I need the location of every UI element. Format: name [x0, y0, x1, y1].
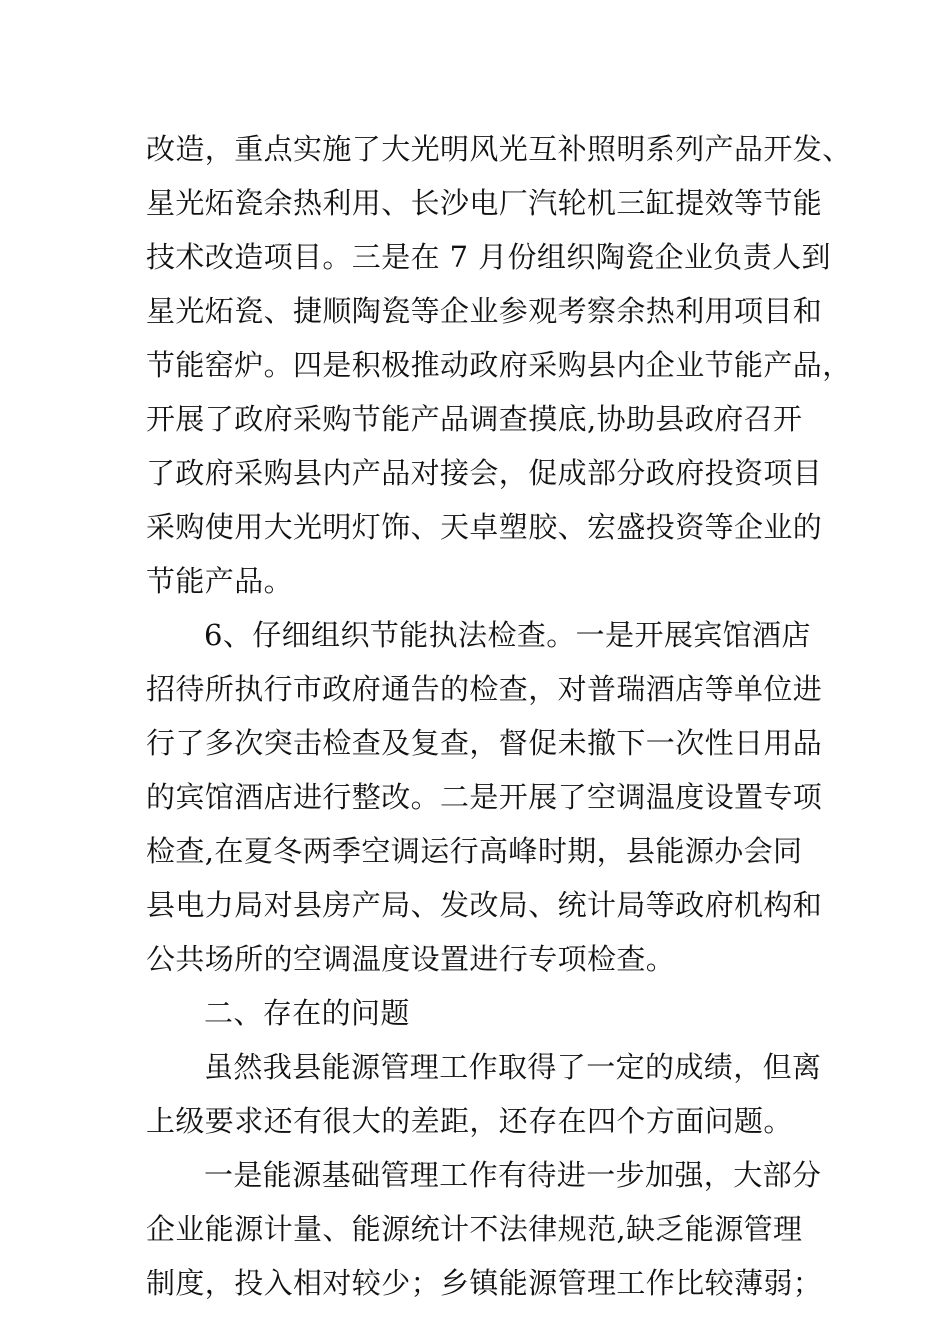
text-line: 节能窑炉。四是积极推动政府采购县内企业节能产品， — [146, 348, 852, 382]
text-line: 公共场所的空调温度设置进行专项检查。 — [146, 942, 676, 976]
text-line: 县电力局对县房产局、发改局、统计局等政府机构和 — [146, 888, 823, 922]
text-line: 招待所执行市政府通告的检查，对普瑞酒店等单位进 — [146, 672, 823, 706]
paragraph-start-line: 虽然我县能源管理工作取得了一定的成绩，但离 — [204, 1050, 822, 1084]
text-line: 了政府采购县内产品对接会，促成部分政府投资项目 — [146, 456, 823, 490]
text-line: 技术改造项目。三是在 7 月份组织陶瓷企业负责人到 — [146, 240, 831, 274]
text-line: 上级要求还有很大的差距，还存在四个方面问题。 — [146, 1104, 793, 1138]
text-line: 行了多次突击检查及复查，督促未撤下一次性日用品 — [146, 726, 823, 760]
paragraph-heading-line: 6、仔细组织节能执法检查。一是开展宾馆酒店 — [204, 618, 811, 652]
text-line: 星光炻瓷余热利用、长沙电厂汽轮机三缸提效等节能 — [146, 186, 823, 220]
section-heading: 二、存在的问题 — [204, 996, 410, 1030]
text-line: 的宾馆酒店进行整改。二是开展了空调温度设置专项 — [146, 780, 823, 814]
text-line: 改造，重点实施了大光明风光互补照明系列产品开发、 — [146, 132, 852, 166]
text-line: 制度，投入相对较少；乡镇能源管理工作比较薄弱； — [146, 1266, 823, 1300]
text-line: 检查,在夏冬两季空调运行高峰时期，县能源办会同 — [146, 834, 803, 868]
document-body — [146, 122, 852, 1310]
text-line: 企业能源计量、能源统计不法律规范,缺乏能源管理 — [146, 1212, 803, 1246]
text-line: 节能产品。 — [146, 564, 294, 598]
text-line: 星光炻瓷、捷顺陶瓷等企业参观考察余热利用项目和 — [146, 294, 823, 328]
text-line: 开展了政府采购节能产品调查摸底,协助县政府召开 — [146, 402, 803, 436]
paragraph-start-line: 一是能源基础管理工作有待进一步加强，大部分 — [204, 1158, 822, 1192]
text-line: 采购使用大光明灯饰、天卓塑胶、宏盛投资等企业的 — [146, 510, 823, 544]
